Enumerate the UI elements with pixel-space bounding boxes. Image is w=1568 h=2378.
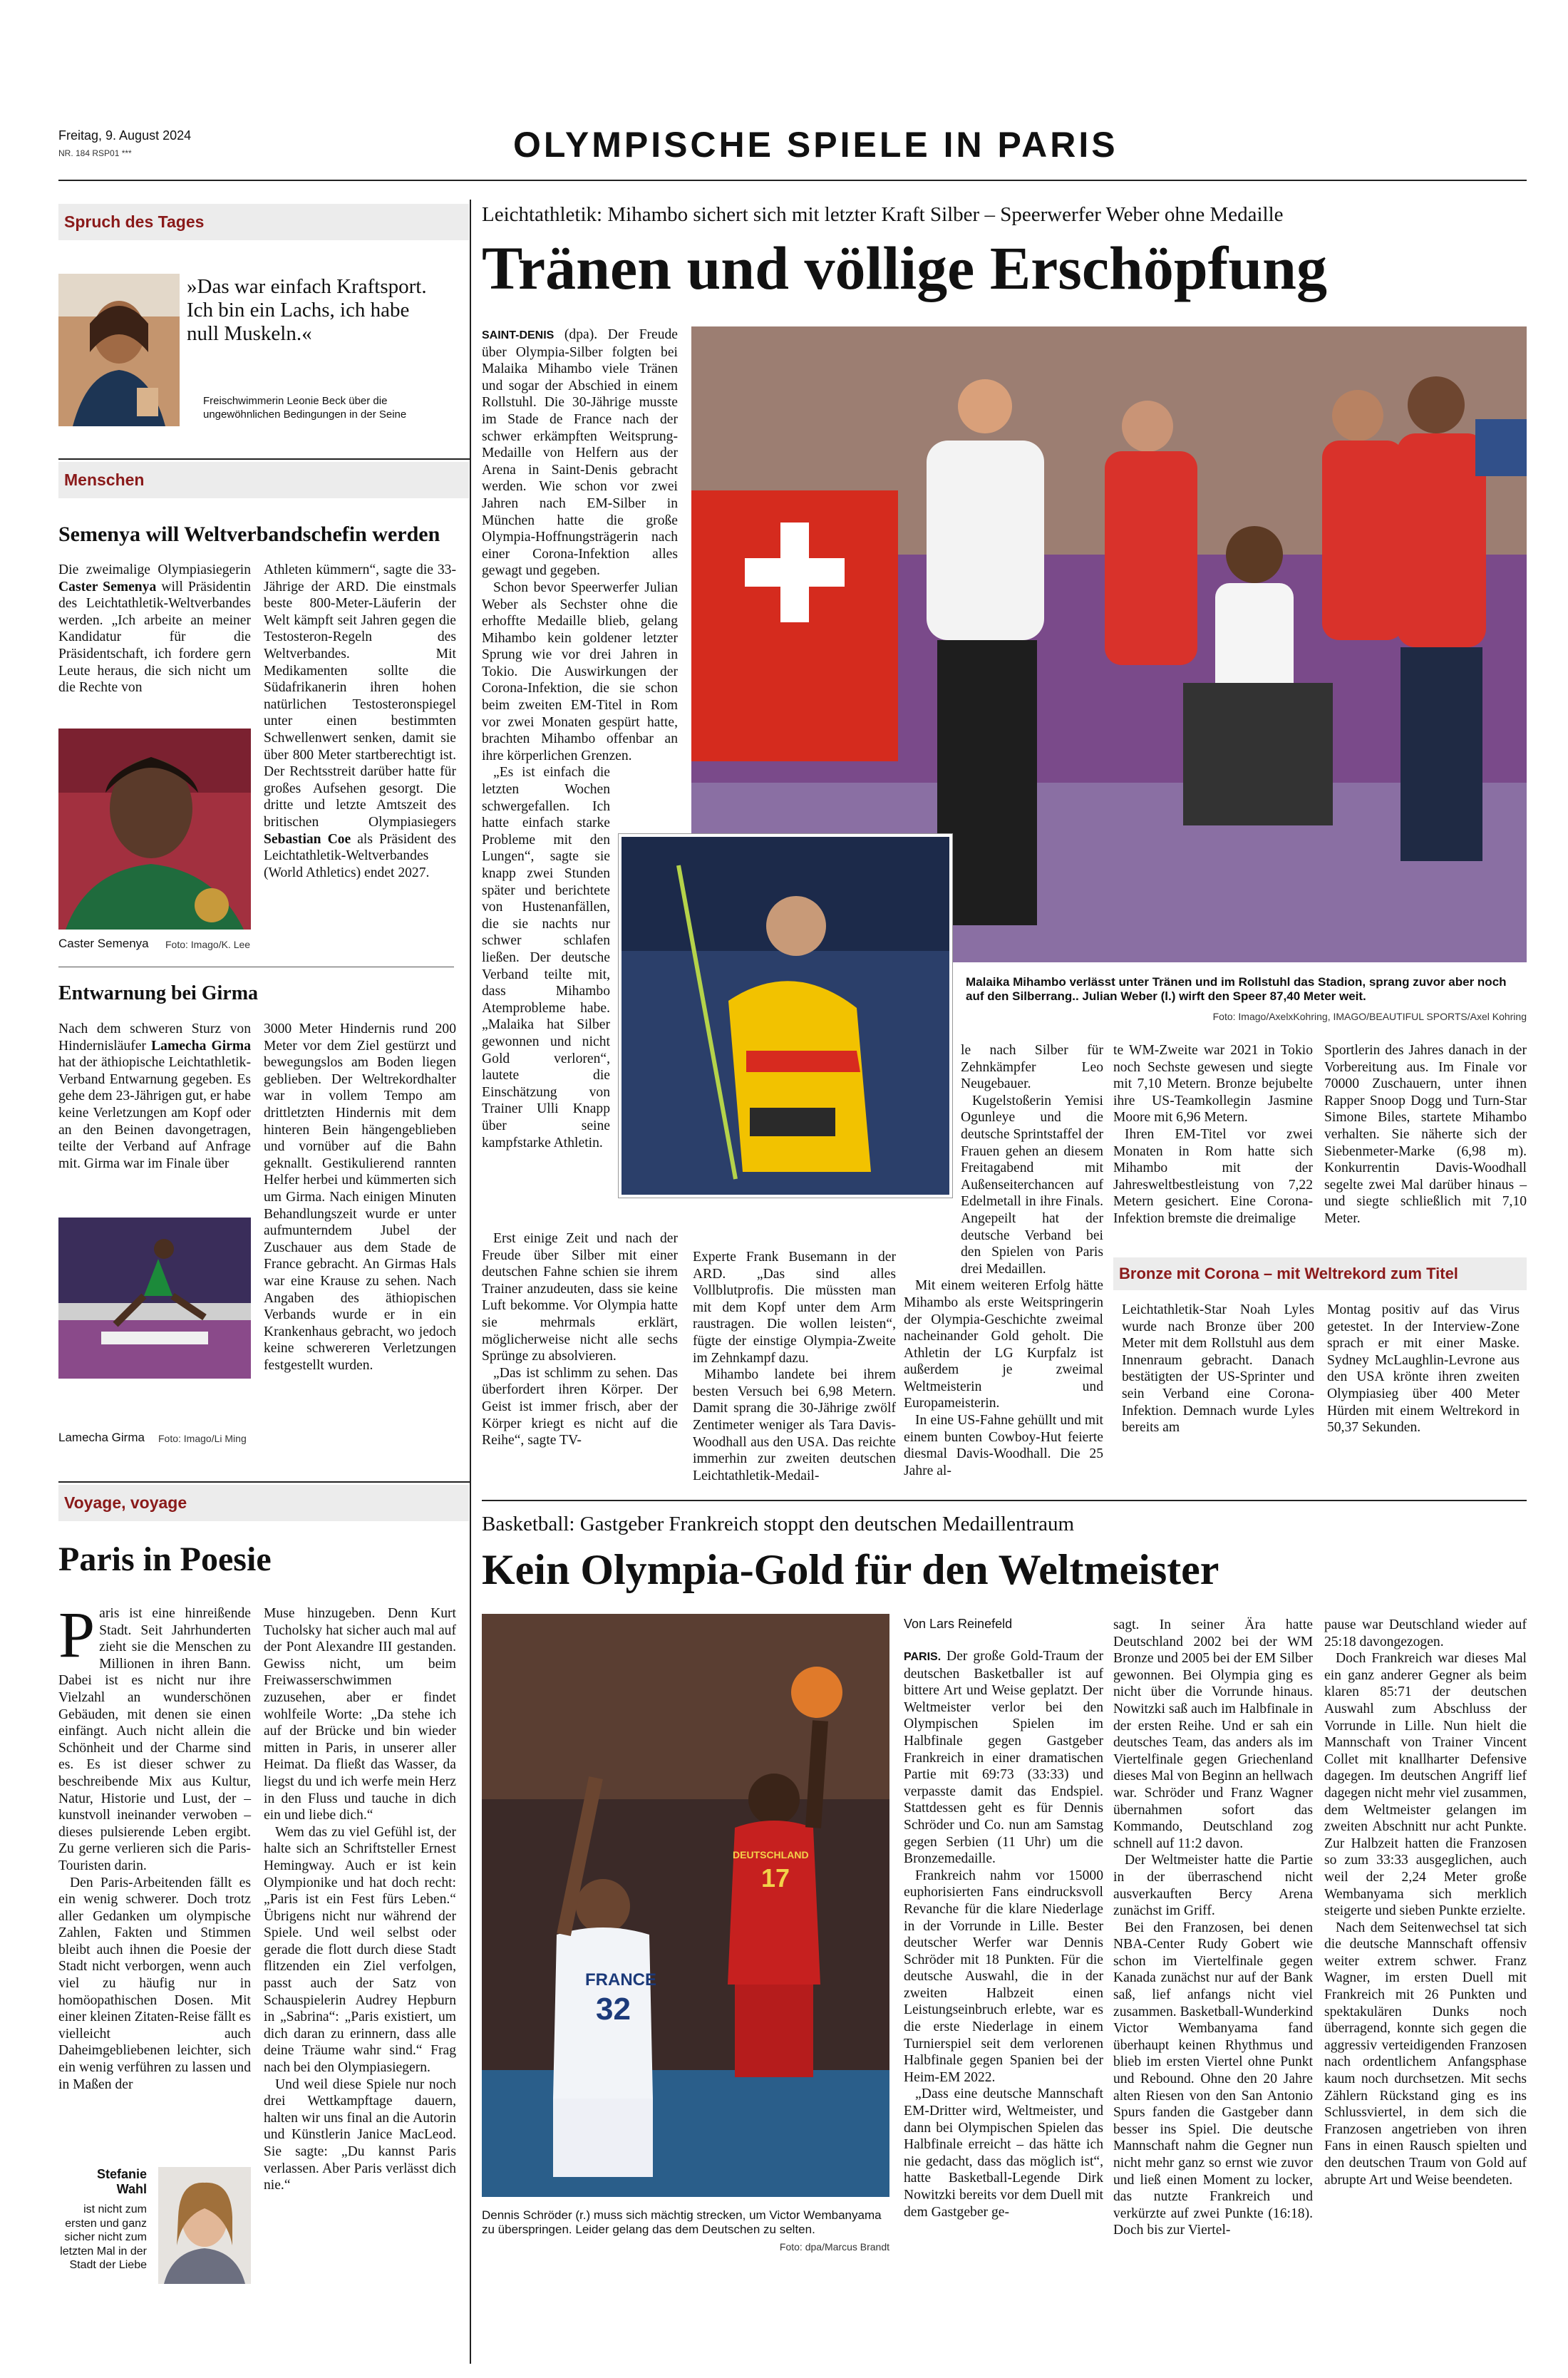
- girma-col-2: [264, 1021, 456, 1374]
- mihambo-text-14: Sportlerin des Jahres danach in der Vorbereitung aus. Im Finale vor 70000 Zuschauern, unter ihnen Rapper Snoop Dogg und Turn-Star Simone Biles, startete Mihambo verhalten. Sie näherte sich der Siebenmeter-Marke (6,98 m). Konkurrentin Davis-Woodhall segelte zwei Mal darüber hinaus – und siegte schließlich mit 7,10 Meter.: [1324, 1043, 1527, 1226]
- semenya-photo: [58, 729, 251, 930]
- voyage-text-1: aris ist eine hinreißende Stadt. Seit Jahrhunderten zieht sie die Menschen zu Millionen in ihren Bann. Dabei ist es nicht nur ihre Vielzahl an wunderschönen Gebäuden, mit denen sie einen einfängt. Auch nicht allein die Schönheit und der Charme sind es. Es ist dieser schwer zu beschreibende Mix aus Kultur, Natur, Historie und Lust, der – kunstvoll ineinander verwoben – dieses pulsierende Leben ergibt. Zu gerne verlieren sich die Paris-Touristen darin.: [58, 1606, 251, 1873]
- mihambo-text-12: te WM-Zweite war 2021 in Tokio noch Sechste gewesen und siegte mit 7,10 Metern. Bronze bejubelte ihre US-Teamkollegin Jasmine Moore mit 6,96 Metern.: [1113, 1043, 1313, 1126]
- mihambo-text-8: le nach Silber für Zehnkämpfer Leo Neugebauer.: [961, 1043, 1103, 1092]
- semenya-col-2: [264, 562, 456, 881]
- bronze-box-col-2: [1327, 1302, 1520, 1436]
- semenya-photo-credit: Foto: Imago/K. Lee: [165, 939, 251, 950]
- mihambo-text-6: Experte Frank Busemann in der ARD. „Das sind alles Vollblutprofis. Die müssten man mit dem Kopf unter dem Arm raustragen. Die wollen leisten“, fügte der einstige Olympia-Zweite im Zehnkampf dazu.: [693, 1250, 896, 1366]
- rule-menschen-bottom: [58, 1481, 470, 1483]
- girma-text-3: 3000 Meter Hindernis rund 200 Meter vor dem Ziel gestürzt und bewegungslos am Boden liegen geblieben. Der Weltrekordhalter war in vollem Tempo am drittletzten Hindernis mit dem hinteren Bein hängengeblieben und vornüber auf die Bahn geknallt. Gestikulierend rannten Helfer herbei und kümmerten sich um Girma. Nach einigen Minuten Behandlungszeit wurde er unter aufmunterndem Jubel der Zuschauer aus dem Stade de France gebracht. An Girmas Hals war eine Krause zu sehen. Nach Angaben des äthiopischen Verbands wurde er in ein Krankenhaus gebracht, wo jedoch keine schwereren Verletzungen festgestellt wurden.: [264, 1021, 456, 1373]
- voyage-label: [58, 1485, 469, 1521]
- basketball-text-9: Nach dem Seitenwechsel tat sich die deutsche Mannschaft offensiv weiter extrem schwer. Franz Wagner, im ersten Duell mit Frankreich mit 26 Punkten und spektakulären Dunks noch überragend, konnte sich gegen die aggressiv verteidigenden Franzosen nach ordentlichem Anfangsphase kaum noch durchsetzen. Mit sechs Zählern Rückstand ging es ins Schlussviertel, in dem sich die Franzosen angetrieben von ihren Fans in einen Rausch spielten und den deutschen Traum von Gold auf abrupte Art und Weise beendeten.: [1324, 1920, 1527, 2188]
- basketball-byline: Von Lars Reinefeld: [904, 1617, 1013, 1631]
- basketball-text-4: sagt. In seiner Ära hatte Deutschland 2002 bei der WM Bronze und 2005 bei der EM Silber gewonnen. Bei Olympia ging es nicht über die Vorrunde hinaus. Nowitzki saß auch im Halbfinale in der ersten Reihe. Und er sah ein deutsches Team, das anders als im Viertelfinale gegen Griechenland dieses Mal von Beginn an hellwach war. Schröder und Franz Wagner übernahmen sofort das Kommando, Deutschland zog schnell auf 11:2 davon.: [1113, 1617, 1313, 1851]
- basketball-photo-credit: Foto: dpa/Marcus Brandt: [779, 2241, 889, 2253]
- voyage-text-4: Wem das zu viel Gefühl ist, der halte sich an Schriftsteller Ernest Hemingway. Auch er ist kein Olympionike und hat doch recht: „Paris ist ein Fest fürs Leben.“ Übrigens nicht nur während der Spiele. Und weil selbst oder gerade die flott durch diese Stadt flitzenden ein Ziel verfolgen, passt auch der Satz von Schauspielerin Audrey Hepburn in „Sabrina“: „Paris existiert, um dich daran zu erinnern, dass alle deine Träume wahr sind.“ Frag nach bei den Olympiasiegern.: [264, 1824, 456, 2076]
- header-edition: NR. 184 RSP01 ***: [58, 148, 132, 158]
- mihambo-dateline: SAINT-DENIS: [482, 329, 555, 341]
- spruch-caption: Freischwimmerin Leonie Beck über die ungewöhnlichen Bedingungen in der Seine: [203, 395, 407, 421]
- basketball-text-7: pause war Deutschland wieder auf 25:18 davongezogen.: [1324, 1617, 1527, 1649]
- basketball-kicker: Basketball: Gastgeber Frankreich stoppt den deutschen Medaillentraum: [482, 1513, 1075, 1535]
- bronze-box-col-1: [1122, 1302, 1314, 1436]
- mihambo-text-13: Ihren EM-Titel vor zwei Monaten in Rom hatte sich Mihambo mit der Jahresweltbestleistung von 7,22 Metern gesichert. Eine Corona-Infektion bremste die dreimalige: [1113, 1126, 1313, 1226]
- mihambo-text-9: Kugelstoßerin Yemisi Ogunleye und die deutsche Sprintstaffel der Frauen gehen an diesem Freitagabend mit Außenseiterchancen auf Edelmetall in ihre Finals. Angepeilt hat der deutsche Verband bei den Spielen von Paris drei Medaillen.: [961, 1093, 1103, 1277]
- leonie-beck-photo: [58, 274, 180, 426]
- jersey-number-32: 32: [596, 1992, 631, 2027]
- voyage-text-5: Und weil diese Spiele nur noch drei Wettkampftage dauern, halten wir uns final an die Autorin und Künstlerin Janice MacLeod. Sie sagte: „Du kannst Paris verlassen. Aber Paris verlässt dich nie.“: [264, 2076, 456, 2193]
- header-rule: [58, 180, 1527, 181]
- voyage-col-2: [264, 1605, 456, 2194]
- voyage-text-3: Muse hinzugeben. Denn Kurt Tucholsky hat sicher auch mal auf der Pont Alexandre III gestanden. Gewiss nicht, um beim Freiwasserschwimmen zuzusehen, aber er findet wohlfeile Worte: „Da stehe ich auf der Brücke und bin wieder mitten in Paris, in unserer aller Heimat. Da fließt das Wasser, da liegst du und ich werfe mein Herz in den Fluss und tauche in dich ein und liebe dich.“: [264, 1606, 456, 1823]
- basketball-text-5: Der Weltmeister hatte die Partie in der überraschend nicht ausverkauften Bercy Arena zunächst im Griff.: [1113, 1853, 1313, 1919]
- basketball-dateline: PARIS.: [904, 1651, 942, 1663]
- semenya-text-3: Athleten kümmern“, sagte die 33-Jährige der ARD. Die einstmals beste 800-Meter-Läuferin der Welt kämpft seit Jahren gegen die Testosteron-Regeln des Weltverbandes. Mit Medikamenten sollte die Südafrikanerin ihren hohen natürlichen Testosteronspiegel unter einen bestimmten Schwellenwert senken, damit sie über 800 Meter startberechtigt ist. Der Rechtsstreit darüber hatte für großes Aufsehen gesorgt. Die dritte und letzte Amtszeit des britischen Olympiasiegers: [264, 562, 456, 830]
- mihambo-col-1-lower: [482, 1230, 678, 1449]
- semenya-photo-caption: Caster Semenya: [58, 937, 149, 950]
- mihambo-col-2: [693, 1249, 896, 1484]
- weber-javelin-photo: [619, 834, 952, 1198]
- mihambo-text-3: „Es ist einfach die letzten Wochen schwergefallen. Ich hatte einfach starke Probleme mit den Lungen“, sagte sie knapp zwei Stunden später und berichtete von Hustenanfällen, die sie nachts nur schwer schlafen ließen. Der deutsche Verband teilte mit, dass Mihambo Atemprobleme habe. „Malaika hat Silber gewonnen und nicht Gold verloren“, lautete die Einschätzung von Trainer Ulli Knapp über seine kampfstarke Athletin.: [482, 765, 610, 1151]
- basketball-text-8: Doch Frankreich war dieses Mal ein ganz anderer Gegner als beim klaren 85:71 der deutschen Auswahl zum Abschluss der Vorrunde in Lille. Nun hielt die Mannschaft von Trainer Vincent Collet mit knallharter Defensive dagegen. Im deutschen Angriff lief dagegen nicht mehr viel zusammen, dem Weltmeister gelangen im zweiten Abschnitt nur acht Punkte. Zur Halbzeit hatten die Franzosen so zum 33:33 ausgeglichen, auch weil der 2,24 Meter große Wembanyama sich merklich steigerte und sieben Punkte erzielte.: [1324, 1651, 1527, 1919]
- spruch-label: [58, 204, 469, 240]
- mihambo-col-3: [904, 1042, 1103, 1479]
- girma-title: Entwarnung bei Girma: [58, 982, 259, 1004]
- girma-photo: [58, 1218, 251, 1379]
- left-column-divider: [470, 200, 471, 2364]
- spruch-quote: »Das war einfach Kraftsport. Ich bin ein Lachs, ich habe null Muskeln.«: [187, 275, 427, 345]
- basketball-col-2: [1113, 1617, 1313, 2239]
- semenya-title: Semenya will Weltverbandschefin werden: [58, 523, 440, 546]
- mihambo-text-1: Der Freude über Olympia-Silber folgten bei Malaika Mihambo viele Tränen und sogar der Abschied in einem Rollstuhl. Die 30-Jährige musste im Stade de France nach der schwer erkämpften Weitsprung-Medaille von Helfern aus der Arena in Saint-Denis gebracht werden. Wie schon vor zwei Jahren nach EM-Silber in München hatte die große Olympia-Hoffnungsträgerin nach einer Corona-Infektion alles gewagt und gegeben.: [482, 327, 678, 579]
- semenya-text-2: will Präsidentin des Leichtathletik-Weltverbandes werden. „Ich arbeite an meiner Kandidatur für die Präsidentschaft, ich fordere gern Leute heraus, die sich nicht um die Rechte von: [58, 579, 251, 696]
- mihambo-text-11: In eine US-Fahne gehüllt und mit einem bunten Cowboy-Hut feierte diesmal Davis-Woodhall. Die 25 Jahre al-: [904, 1413, 1103, 1478]
- jersey-number-17: 17: [761, 1863, 790, 1893]
- basketball-headline: Kein Olympia-Gold für den Weltmeister: [482, 1546, 1219, 1593]
- voyage-text-2: Den Paris-Arbeitenden fällt es ein wenig schwerer. Doch trotz aller Gedanken um olympische Zahlen, Fakten und Stimmen bleibt auch ihnen die Poesie der Stadt nicht verborgen, wenn auch viel zu häufig nur in homöopathischen Dosen. Mit einer kleinen Zitaten-Reise fällt es vielleicht auch Daheimgebliebenen leichter, sich ein wenig verführen zu lassen und in Maßen der: [58, 1875, 251, 2092]
- girma-photo-credit: Foto: Imago/Li Ming: [158, 1433, 247, 1444]
- rule-mihambo-bottom: [482, 1500, 1527, 1501]
- mihambo-text-10: Mit einem weiteren Erfolg hätte Mihambo als erste Weitspringerin der Olympia-Geschichte zweimal nacheinander Gold geholt. Die Athletin der LG Kurpfalz ist außerdem je zweimal Weltmeisterin und Europameisterin.: [904, 1278, 1103, 1411]
- coe-name: Sebastian Coe: [264, 831, 351, 847]
- mihambo-text-7: Mihambo landete bei ihrem besten Versuch bei 6,98 Metern. Damit sprang die 30-Jährige zwölf Zentimeter weniger als Tara Davis-Woodhall aus den USA. Das reichte immerhin zur zweiten deutschen Leichtathletik-Medail-: [693, 1367, 896, 1483]
- jersey-germany: DEUTSCHLAND: [733, 1849, 809, 1860]
- basketball-photo-caption: Dennis Schröder (r.) muss sich mächtig strecken, um Victor Wembanyama zu überspringen. Leider gelang das dem Deutschen zu selten.: [482, 2208, 882, 2236]
- bronze-box: [1113, 1257, 1527, 1480]
- author-photo: [158, 2167, 251, 2284]
- voyage-dropcap: P: [58, 1598, 96, 1671]
- bronze-text-1: Leichtathletik-Star Noah Lyles wurde nach Bronze über 200 Meter mit dem Rollstuhl aus dem Innenraum gebracht. Danach bestätigten der US-Sprinter und sein Verband eine Corona-Infektion. Demnach wurde Lyles bereits am: [1122, 1302, 1314, 1436]
- girma-text-2: hat der äthiopische Leichtathletik-Verband Entwarnung gegeben. Es gehe dem 23-Jährigen gut, er habe keine Verletzungen am Kopf oder an den Beinen davongetragen, teilte der Verband auf Anfrage mit. Girma war im Finale über: [58, 1055, 251, 1171]
- basketball-photo: [482, 1614, 889, 2197]
- mihambo-col-4: [1113, 1042, 1313, 1227]
- mihambo-photo-caption: Malaika Mihambo verlässt unter Tränen und im Rollstuhl das Stadion, sprang zuvor aber noch auf den Silberrang.. Julian Weber (l.) wirft den Speer 87,40 Meter weit.: [966, 975, 1507, 1003]
- menschen-label: [58, 462, 469, 498]
- spruch-label-text: Spruch des Tages: [64, 212, 205, 231]
- basketball-text-3: „Dass eine deutsche Mannschaft EM-Dritter wird, Weltmeister, und dann bei Olympischen Spielen das Halbfinale erreicht – das hätte ich nie gedacht, dass das möglich ist“, hatte Basketball-Legende Dirk Nowitzki bereits vor dem Duell mit dem Gastgeber ge-: [904, 2086, 1103, 2220]
- basketball-text-6: Bei den Franzosen, bei denen NBA-Center Rudy Gobert wie schon im Viertelfinale gegen Kanada zunächst nur auf der Bank saß, lief anfangs nicht viel zusammen. Basketball-Wunderkind Victor Wembanyama fand überhaupt keinen Rhythmus und blieb im ersten Viertel ohne Punkt und Rebound. Ohne den 20 Jahre alten Riesen von den San Antonio Spurs fanden die Gastgeber dann besser ins Spiel. Die deutsche Mannschaft nahm die Gegner nun nicht mehr ganz so ernst wie zuvor und ließ einen Moment zu locker, das nutzte Frankreich und verkürzte auf zwei Punkte (16:18). Doch bis zur Viertel-: [1113, 1920, 1313, 2238]
- basketball-text-1: Der große Gold-Traum der deutschen Basketballer ist auf bittere Art und Weise geplatzt. Der Weltmeister verlor bei den Olympischen Spielen im Halbfinale gegen Gastgeber Frankreich in einer dramatischen Partie mit 69:73 (33:33) und verpasste damit das Endspiel. Stattdessen geht es für Dennis Schröder und Co. nun am Samstag gegen Serbien (11 Uhr) um die Bronzemedaille.: [904, 1649, 1103, 1867]
- menschen-label-text: Menschen: [64, 470, 145, 489]
- bronze-box-title: Bronze mit Corona – mit Weltrekord zum Titel: [1113, 1257, 1527, 1290]
- bronze-text-2: Montag positiv auf das Virus getestet. In der Interview-Zone sprach er mit einer Maske. Sydney McLaughlin-Levrone aus den USA krönte ihren zweiten Olympiasieg über 400 Meter Hürden mit einem Weltrekord in 50,37 Sekunden.: [1327, 1302, 1520, 1436]
- semenya-text-1: Die zweimalige Olympiasiegerin: [58, 562, 251, 577]
- semenya-name: Caster Semenya: [58, 579, 157, 594]
- girma-col-1: [58, 1021, 251, 1172]
- section-title: OLYMPISCHE SPIELE IN PARIS: [513, 125, 1118, 165]
- girma-photo-caption: Lamecha Girma: [58, 1431, 145, 1444]
- rule-spruch-bottom: [58, 458, 470, 460]
- mihambo-kicker: Leichtathletik: Mihambo sichert sich mit letzter Kraft Silber – Speerwerfer Weber ohne Medaille: [482, 203, 1284, 226]
- mihambo-col-5: [1324, 1042, 1527, 1227]
- basketball-col-3: [1324, 1617, 1527, 2188]
- jersey-france: FRANCE: [585, 1970, 656, 1990]
- semenya-col-1: [58, 562, 251, 696]
- mihambo-photo-credit: Foto: Imago/AxelxKohring, IMAGO/BEAUTIFUL SPORTS/Axel Kohring: [1212, 1011, 1527, 1022]
- mihambo-text-4: Erst einige Zeit und nach der Freude über Silber mit einer deutschen Fahne schien sie ihrem Trainer anzudeuten, dass sie keine Luft bekomme. Vor Olympia hatte sie mehrmals erklärt, möglicherweise nicht alle sechs Sprünge zu absolvieren.: [482, 1231, 678, 1364]
- girma-name: Lamecha Girma: [151, 1038, 251, 1054]
- voyage-label-text: Voyage, voyage: [64, 1493, 187, 1512]
- author-note: ist nicht zum ersten und ganz sicher nicht zum letzten Mal in der Stadt der Liebe: [60, 2203, 147, 2271]
- voyage-title: Paris in Poesie: [58, 1540, 272, 1578]
- mihambo-headline: Tränen und völlige Erschöpfung: [482, 234, 1327, 302]
- basketball-col-1: [904, 1648, 1103, 2220]
- semenya-text-4: als Präsident des Leichtathletik-Weltverbandes (World Athletics) endet 2027.: [264, 831, 456, 880]
- basketball-text-2: Frankreich nahm vor 15000 euphorisierten Fans eindrucksvoll Revanche für die klare Niederlage in der Vorrunde in Lille. Bester deutscher Werfer war Dennis Schröder mit 18 Punkten. Für die deutsche Auswahl, die in der zweiten Halbzeit einen Leistungseinbruch erlebte, war es die erste Niederlage in einem Turnierspiel seit dem verlorenen Halbfinale gegen Spanien bei der Heim-EM 2022.: [904, 1868, 1103, 2085]
- mihambo-text-2: Schon bevor Speerwerfer Julian Weber als Sechster ohne die erhoffte Medaille blieb, gelang Mihambo kein goldener letzter Sprung wie vor drei Jahren in Tokio. Die Auswirkungen der Corona-Infektion, die sie schon beim zweiten EM-Titel in Rom vor zwei Monaten gespürt hatte, brachten Mihambo offenbar an ihre körperlichen Grenzen.: [482, 580, 678, 763]
- mihambo-text-5: „Das ist schlimm zu sehen. Das überfordert ihren Körper. Der Geist ist immer frisch, aber der Körper kriegt es nicht auf die Reihe“, sagte TV-: [482, 1365, 678, 1448]
- girma-text-1: Nach dem schweren Sturz von Hindernisläufer: [58, 1021, 251, 1054]
- voyage-col-1: [58, 1598, 251, 2093]
- mihambo-source: (dpa).: [554, 327, 608, 342]
- header-date: Freitag, 9. August 2024: [58, 128, 192, 143]
- author-name: Stefanie Wahl: [96, 2167, 147, 2196]
